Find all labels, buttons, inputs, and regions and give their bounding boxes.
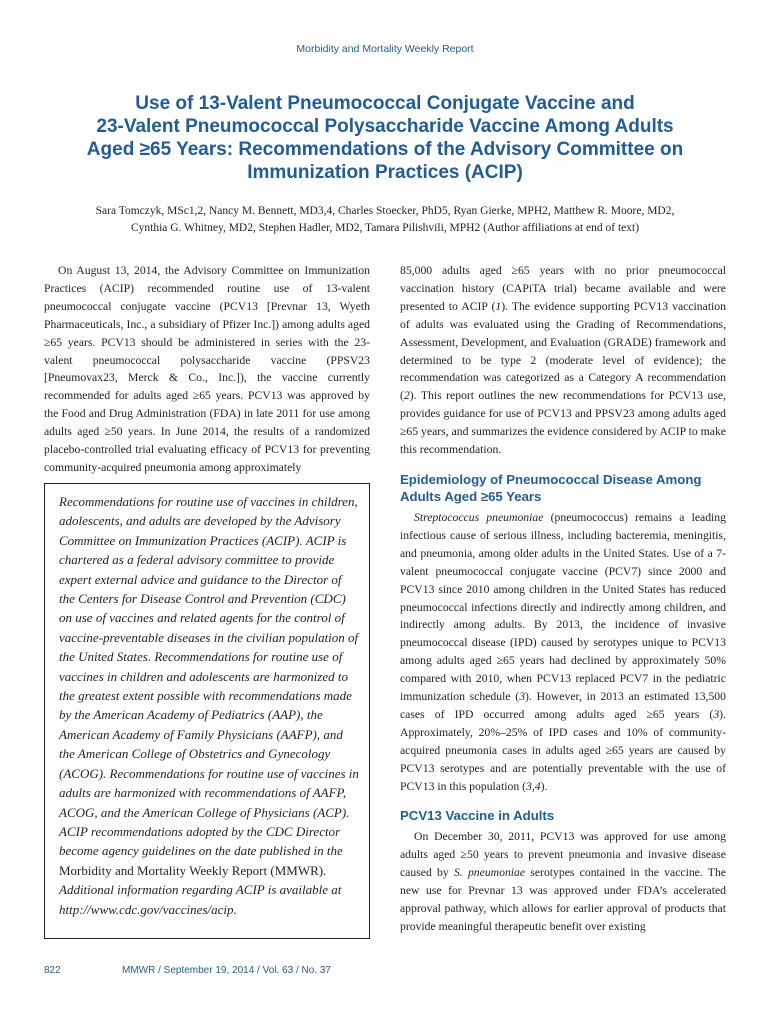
journal-header: Morbidity and Mortality Weekly Report bbox=[296, 43, 474, 55]
right-column bbox=[400, 262, 726, 936]
reference-3-4[interactable]: 3,4 bbox=[525, 779, 541, 793]
notice-paragraph-1: Recommendations for routine use of vaccines in children, adolescents, and adults are developed by the Advisory Committee on Immunization Practices (ACIP). ACIP is chartered as a federal advisory committee to provide expert external advice and guidance to the Director of the Centers for Disease Control and Prevention (CDC) on use of vaccines and related agents for the control of vaccine-preventable diseases in the civilian population of the United States. Recommendations for routine use of vaccines in children and adolescents are harmonized to the greatest extent possible with recommendations made by the American Academy of Pediatrics (AAP), the American Academy of Family Physicians (AAFP), and the American College of Obstetrics and Gynecology (ACOG). Recommendations for routine use of vaccines in adults are harmonized with recommendations of AAFP, ACOG, and the American College of Physicians (ACP). bbox=[59, 494, 359, 820]
reference-3[interactable]: 3 bbox=[519, 690, 526, 704]
organism-abbrev: S. pneumoniae bbox=[453, 866, 526, 880]
acip-notice-box bbox=[44, 483, 370, 939]
continued-paragraph: 85,000 adults aged ≥65 years with no prior pneumococcal vaccination history (CAPiTA trial) became available and were presented to ACIP (1). The evidence supporting PCV13 vaccination of adults was evaluated using the Grading of Recommendations, Assessment, Development, and Evaluation (GRADE) framework and determined to be type 2 (moderate level of evidence); the recommendation was categorized as a Category A recommendation (2). This report outlines the new recommendations for PCV13 use, provides guidance for use of PCV13 and PPSV23 among adults aged ≥65 years, and summarizes the evidence considered by ACIP to make this recommendation. bbox=[400, 264, 726, 457]
notice-paragraph-2: ACIP recommendations adopted by the CDC Director become agency guidelines on the date published in the Morbidity and Mortality Weekly Report (MMWR). Additional information regarding ACIP is available at http://www.cdc.gov/vaccines/acip. bbox=[59, 823, 343, 917]
author-line-2: Cynthia G. Whitney, MD2, Stephen Hadler, MD2, Tamara Pilishvili, MPH2 (Author affiliations at end of text) bbox=[130, 222, 640, 234]
title-line-1: Use of 13-Valent Pneumococcal Conjugate Vaccine and bbox=[135, 93, 635, 114]
article-title bbox=[60, 92, 710, 184]
organism-name: Streptococcus pneumoniae bbox=[414, 510, 544, 524]
title-line-3: Aged ≥65 Years: Recommendations of the Advisory Committee on bbox=[86, 139, 684, 160]
left-column bbox=[44, 262, 370, 477]
reference-1[interactable]: 1 bbox=[495, 299, 502, 313]
author-list bbox=[40, 203, 730, 237]
mmwr-name: Morbidity and Mortality Weekly Report (MMWR) bbox=[59, 862, 324, 878]
intro-paragraph: On August 13, 2014, the Advisory Committee on Immunization Practices (ACIP) recommended routine use of 13-valent pneumococcal conjugate vaccine (PCV13 [Prevnar 13, Wyeth Pharmaceuticals, Inc., a subsidiary of Pfizer Inc.]) among adults aged ≥65 years. PCV13 should be administered in series with the 23-valent pneumococcal polysaccharide vaccine (PPSV23 [Pneumovax23, Merck & Co., Inc.]), the vaccine currently recommended for adults aged ≥65 years. PCV13 was approved by the Food and Drug Administration (FDA) in late 2011 for use among adults aged ≥50 years. In June 2014, the results of a randomized placebo-controlled trial evaluating efficacy of PCV13 for preventing community-acquired pneumonia among approximately bbox=[44, 264, 370, 474]
page-number: 822 bbox=[44, 965, 61, 976]
section-heading-pcv13-adults: PCV13 Vaccine in Adults bbox=[400, 808, 555, 824]
section-heading-epidemiology: Epidemiology of Pneumococcal Disease Among Adults Aged ≥65 Years bbox=[400, 471, 702, 504]
issue-info: MMWR / September 19, 2014 / Vol. 63 / No. 37 bbox=[122, 965, 331, 976]
reference-2[interactable]: 2 bbox=[403, 389, 410, 403]
epidemiology-paragraph: Streptococcus pneumoniae (pneumococcus) remains a leading infectious cause of serious illness, including bacteremia, meningitis, and pneumonia, among older adults in the United States. Use of a 7-valent pneumococcal conjugate vaccine (PCV7) since 2000 and PCV13 since 2010 among children in the United States has reduced pneumococcal infections directly and indirectly among children, and indirectly among adults. By 2013, the incidence of invasive pneumococcal disease (IPD) caused by serotypes unique to PCV13 among adults aged ≥65 years had declined by approximately 50% compared with 2010, when PCV13 replaced PCV7 in the pediatric immunization schedule (3). However, in 2013 an estimated 13,500 cases of IPD occurred among adults aged ≥65 years (3). Approximately, 20%–25% of IPD cases and 10% of community-acquired pneumonia cases in adults aged ≥65 years are caused by PCV13 serotypes and are potentially preventable with the use of PCV13 in this population (3,4). bbox=[400, 510, 726, 793]
pcv13-paragraph: On December 30, 2011, PCV13 was approved for use among adults aged ≥50 years to prevent pneumonia and invasive disease caused by S. pneumoniae serotypes contained in the vaccine. The new use for Prevnar 13 was approved under FDA’s accelerated approval pathway, which allows for earlier approval of products that provide meaningful therapeutic benefit over existing bbox=[400, 830, 726, 933]
author-line-1: Sara Tomczyk, MSc1,2, Nancy M. Bennett, MD3,4, Charles Stoecker, PhD5, Ryan Gierke, MPH2, Matthew R. Moore, MD2, bbox=[95, 205, 675, 217]
title-line-4: Immunization Practices (ACIP) bbox=[247, 162, 523, 183]
reference-3b[interactable]: 3 bbox=[713, 707, 720, 721]
title-line-2: 23-Valent Pneumococcal Polysaccharide Vaccine Among Adults bbox=[96, 116, 674, 137]
